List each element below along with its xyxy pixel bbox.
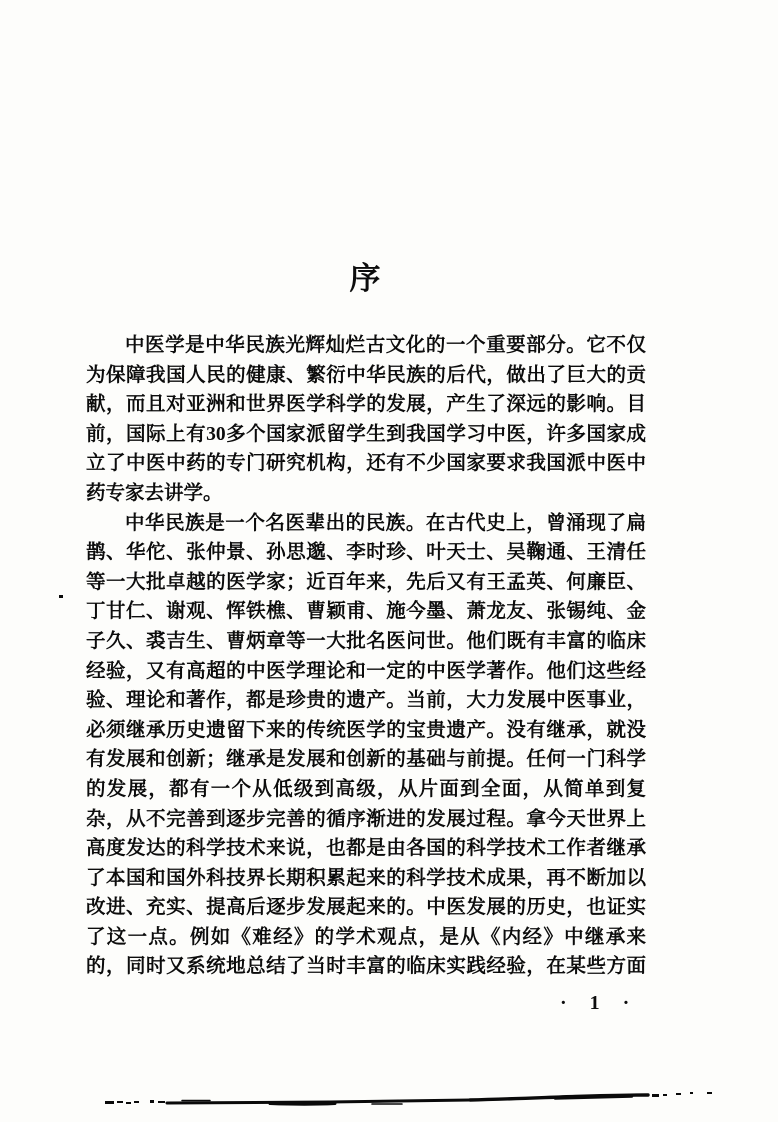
scan-artifact-bottom-edge [167, 1095, 648, 1104]
scan-artifact-bottom-dashes [105, 1100, 165, 1104]
text-line: 了本国和国外科技界长期积累起来的科学技术成果，再不断加以 [86, 867, 646, 889]
text-line: 中医学是中华民族光辉灿烂古文化的一个重要部分。它不仅 [125, 335, 646, 356]
scan-speck [59, 595, 63, 598]
text-line: 丁甘仁、谢观、恽铁樵、曹颖甫、施今墨、萧龙友、张锡纯、金 [86, 601, 646, 623]
text-line: 立了中医中药的专门研究机构，还有不少国家要求我国派中医中 [86, 453, 646, 475]
scan-artifact-trailing-specks [652, 1092, 712, 1097]
text-line: 药专家去讲学。 [86, 482, 223, 504]
text-line: 验、理论和著作，都是珍贵的遗产。当前，大力发展中医事业， [86, 690, 646, 712]
text-line: 鹊、华佗、张仲景、孙思邈、李时珍、叶天士、吴鞠通、王清任 [86, 542, 646, 564]
text-line: 等一大批卓越的医学家；近百年来，先后又有王孟英、何廉臣、 [86, 571, 646, 593]
text-line: 前，国际上有30多个国家派留学生到我国学习中医，许多国家成 [86, 423, 646, 445]
text-line: 改进、充实、提高后逐步发展起来的。中医发展的历史，也证实 [86, 897, 646, 919]
text-line: 有发展和创新；继承是发展和创新的基础与前提。任何一门科学 [86, 749, 646, 771]
text-line: 子久、裘吉生、曹炳章等一大批名医问世。他们既有丰富的临床 [86, 630, 646, 652]
text-line: 为保障我国人民的健康、繁衍中华民族的后代，做出了巨大的贡 [86, 364, 646, 386]
text-line: 的发展，都有一个从低级到高级，从片面到全面，从简单到复 [86, 778, 646, 800]
text-line: 必须继承历史遗留下来的传统医学的宝贵遗产。没有继承，就没 [86, 719, 646, 741]
text-line: 了这一点。例如《难经》的学术观点，是从《内经》中继承来 [86, 926, 646, 948]
text-line: 杂，从不完善到逐步完善的循序渐进的发展过程。拿今天世界上 [86, 808, 646, 830]
page-title: 序 [349, 261, 383, 296]
page-body [86, 331, 646, 982]
text-line: 献，而且对亚洲和世界医学科学的发展，产生了深远的影响。目 [86, 394, 646, 416]
text-line: 中华民族是一个名医辈出的民族。在古代史上，曾涌现了扁 [125, 512, 646, 534]
text-line: 高度发达的科学技术来说，也都是由各国的科学技术工作者继承 [86, 838, 646, 860]
text-line: 的，同时又系统地总结了当时丰富的临床实践经验，在某些方面 [86, 956, 646, 978]
text-line: 经验，又有高超的中医学理论和一定的中医学著作。他们这些经 [86, 660, 646, 682]
page-number: · 1 · [560, 992, 639, 1014]
